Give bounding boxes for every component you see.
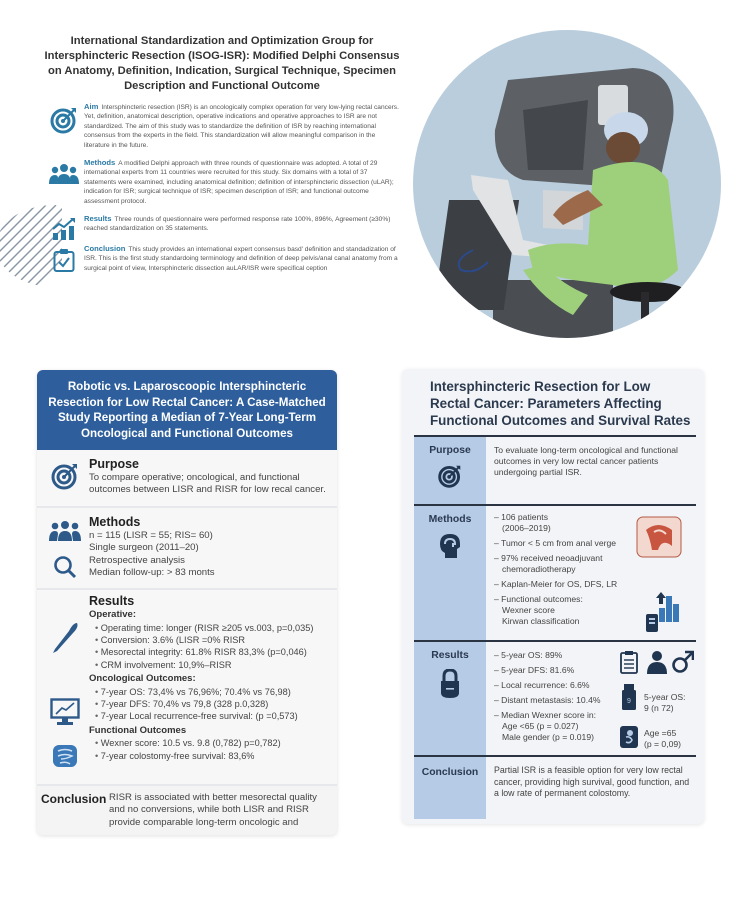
result-item: • CRM involvement: 10,9%–RISR <box>89 659 331 671</box>
abstract-methods <box>44 158 400 206</box>
target-icon <box>44 102 84 134</box>
methods-item: – 106 patients (2006–2019) <box>494 512 634 534</box>
result-item: • 7-year colostomy-free survival: 83,6% <box>89 750 331 762</box>
group-icon <box>44 158 84 186</box>
abstract-aim <box>44 102 400 150</box>
magnifier-icon <box>53 555 77 584</box>
clipboard-list-icon <box>620 650 638 677</box>
purpose-text: To compare operative; oncological, and functional outcomes between LISR and RISR for low recal cancer. <box>89 472 326 496</box>
results-item: – Local recurrence: 6.6% <box>494 680 690 691</box>
chart-growth-icon <box>44 214 84 240</box>
methods-row <box>414 504 696 640</box>
methods-heading: Methods <box>89 515 141 529</box>
aim-label: Aim <box>84 102 99 111</box>
results-text: Three rounds of questionnaire were performed response rate 100%, 896%, Agreement (≥30%) reached standardization on 35 statements. <box>84 216 391 233</box>
padlock-icon <box>414 669 486 699</box>
conclusion-text: Partial ISR is a feasible option for very low rectal cancer, providing high survival, good function, and a low rate of permanent colostomy. <box>494 765 690 799</box>
side-note-age: Age =65 (p = 0,09) <box>644 728 682 749</box>
risr-vs-lisr-abstract-card <box>37 370 337 835</box>
conclusion-heading: Conclusion <box>41 792 107 806</box>
functional-subheading: Functional Outcomes <box>89 724 187 736</box>
isr-parameters-abstract-card <box>402 369 704 824</box>
conclusion-section <box>37 786 337 835</box>
scalpel-icon <box>51 621 79 660</box>
methods-text: A modified Delphi approach with three rounds of questionnaire was adopted. A total of 29 international experts from 11 countries were recruited for this study. Six domains with a total of 37 statements were examined, including anatomical definition; definition of intersphincteric dissection (uLAR); indication for ISR; surgical technique of ISR; specimen description of ISR; and functional outcome assessment protocol. <box>84 160 394 205</box>
svg-text:9: 9 <box>627 698 631 705</box>
head-brain-icon <box>414 533 486 559</box>
result-item: • Mesorectal integrity: 61.8% RISR 83,3% (p=0,046) <box>89 646 331 658</box>
results-item: – Distant metastasis: 10.4% <box>494 695 690 706</box>
abstract-conclusion <box>44 244 400 273</box>
purpose-section <box>37 450 337 508</box>
methods-item: – Kaplan-Meier for OS, DFS, LR <box>494 579 690 590</box>
male-symbol-icon <box>672 650 694 677</box>
person-icon <box>646 650 668 677</box>
group-icon <box>49 520 81 547</box>
conclusion-label: Conclusion <box>84 244 126 254</box>
target-icon <box>51 462 79 495</box>
methods-line: Single surgeon (2011–20) <box>89 542 199 554</box>
conclusion-text: RISR is associated with better mesorectal quality and no conversions, while both LISR and RISR provide comparable long-term oncologic and <box>109 792 317 828</box>
purpose-text: To evaluate long-term oncological and functional outcomes in very low rectal cancer patients undergoing partial ISR. <box>494 445 678 477</box>
monitor-chart-icon <box>50 698 80 731</box>
fetus-icon <box>620 726 638 751</box>
results-label: Results <box>84 214 112 224</box>
conclusion-label: Conclusion <box>421 767 479 778</box>
results-item: – 5-year DFS: 81.6% <box>494 665 690 676</box>
device-chart-icon <box>644 590 684 637</box>
results-heading: Results <box>89 594 135 608</box>
results-label: Results <box>431 650 469 661</box>
abstract-title: International Standardization and Optimization Group for Intersphincteric Resection (ISOG-ISR): Modified Delphi Consensus on Anatomy, Definition, Indication, Surgical Technique, Specimen Description and Functional Outcome <box>44 35 400 92</box>
oncological-subheading: Oncological Outcomes: <box>89 673 196 685</box>
abstract-results <box>44 214 400 240</box>
pelvis-anatomy-icon <box>636 516 682 561</box>
results-section <box>37 590 337 786</box>
conclusion-row <box>414 755 696 819</box>
intestine-icon <box>52 743 78 774</box>
methods-item: – 97% received neoadjuvant chemoradiotherapy <box>494 553 690 575</box>
results-item: – Median Wexner score in: Age <65 (p = 0.027) Male gender (p = 0.019) <box>494 710 690 743</box>
robotic-console-photo <box>413 30 721 338</box>
methods-line: Median follow-up: > 83 monts <box>89 567 215 579</box>
surgeon-at-console-illustration <box>413 30 721 338</box>
purpose-row <box>414 435 696 504</box>
result-item: • Wexner score: 10.5 vs. 9.8 (0,782) p=0,782) <box>89 737 331 749</box>
result-item: • Conversion: 3.6% (LISR =0% RISR <box>89 634 331 646</box>
result-item: • Operating time: longer (RISR ≥205 vs.003, p=0,035) <box>89 622 331 634</box>
results-row <box>414 640 696 755</box>
methods-label: Methods <box>428 514 472 525</box>
methods-line: n = 115 (LISR = 55; RIS= 60) <box>89 530 213 541</box>
operative-subheading: Operative: <box>89 609 136 620</box>
methods-item: – Tumor < 5 cm from anal verge <box>494 538 690 549</box>
target-icon <box>414 464 486 488</box>
methods-section <box>37 508 337 590</box>
card-title: Intersphincteric Resection for Low Rectal Cancer: Parameters Affecting Functional Outcomes and Survival Rates <box>430 379 691 428</box>
results-item: – 5-year OS: 89% <box>494 650 690 661</box>
usb-device-icon <box>622 684 636 713</box>
methods-item: – Functional outcomes: Wexner score Kirwan classification <box>494 594 690 627</box>
card-title: Robotic vs. Laparoscoopic Intersphincteric Resection for Low Rectal Cancer: A Case-Matched Study Reporting a Median of 7-Year Long-Term Oncological and Functional Outcomes <box>37 370 337 450</box>
clipboard-check-icon <box>44 244 84 272</box>
methods-label: Methods <box>84 158 116 168</box>
purpose-heading: Purpose <box>89 457 140 471</box>
methods-line: Retrospective analysis <box>89 554 185 566</box>
result-item: • 7-year OS: 73,4% vs 76,96%; 70.4% vs 76,98) <box>89 686 331 698</box>
side-note-os: 5-year OS: 9 (n 72) <box>644 692 686 713</box>
result-item: • 7-year Local recurrence-free survival: (p =0,573) <box>89 710 331 722</box>
abstract-table <box>414 435 696 819</box>
aim-text: Intersphincteric resection (ISR) is an oncologically complex operation for very low-lying rectal cancers. Yet, definition, anatomical description, operative indications and operative approaches to ISR are not standardized. The aim of this study was to standardize the definition of ISR by reaching international consensus from the experts in the field. This standardization will allow meaningful comparison in the literature in the future. <box>84 104 399 149</box>
result-item: • 7-year DFS: 70,4% vs 79,8 (328 p.0,328) <box>89 698 331 710</box>
conclusion-text: This study provides an international expert consensus basd' definition and standadization of ISR. This is the first study standardoing terminology and definition of deep pelvis/anal canal anatomy from a surgical point of view, Intersphincteric dissection auLAR/ISR were specifical ception <box>84 246 398 272</box>
purpose-label: Purpose <box>429 445 471 456</box>
isog-isr-abstract <box>44 34 400 273</box>
